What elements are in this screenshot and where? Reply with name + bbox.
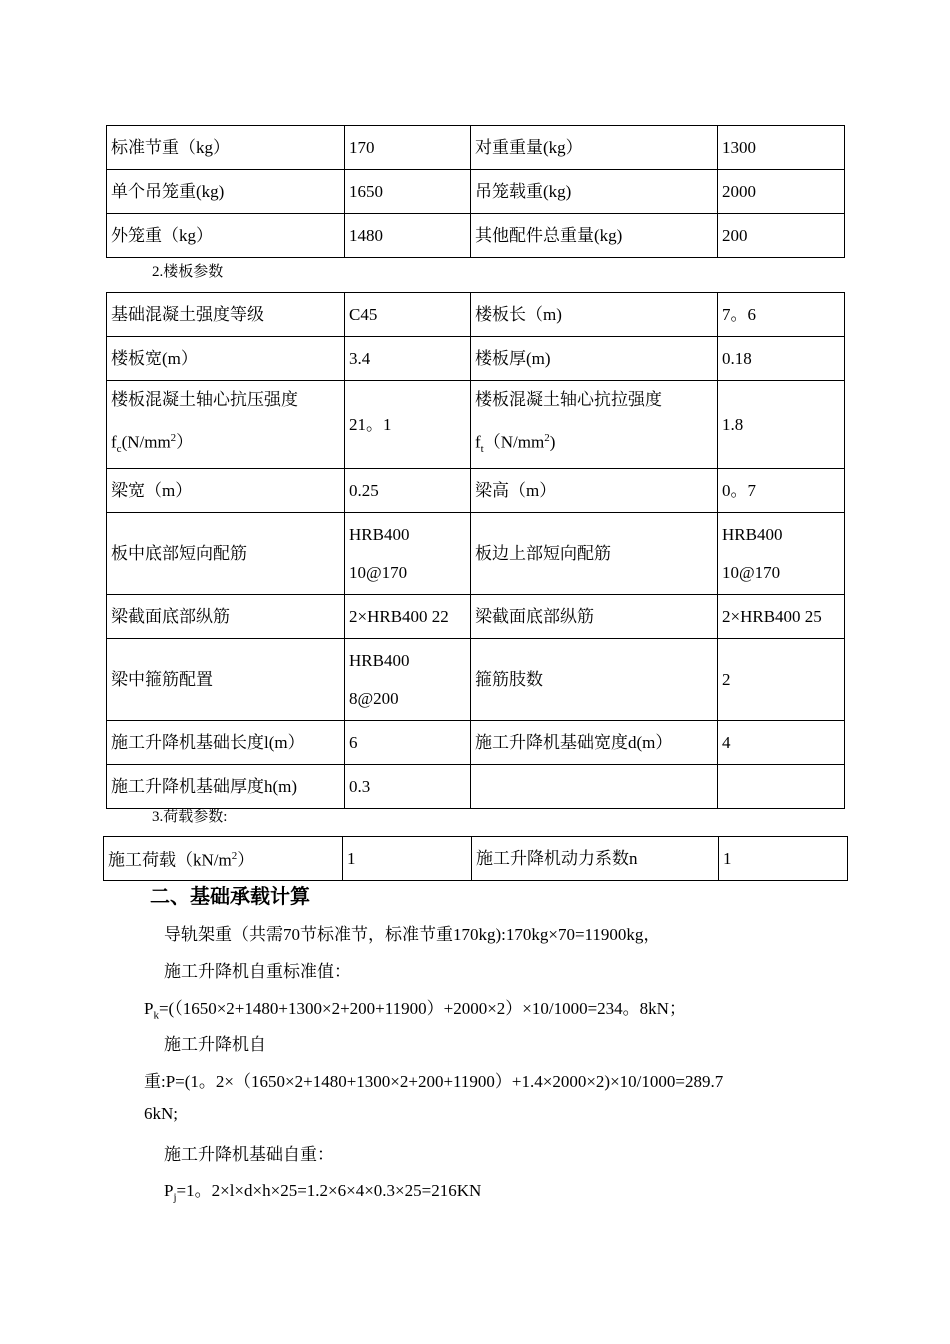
table-cell: 板边上部短向配筋 xyxy=(471,513,718,595)
table-cell: 1 xyxy=(719,837,848,881)
table-cell: 2000 xyxy=(718,170,845,214)
table-cell: 板中底部短向配筋 xyxy=(107,513,345,595)
table-cell: 0。7 xyxy=(718,469,845,513)
bracket: ) xyxy=(549,432,556,452)
table-cell: 21。1 xyxy=(345,381,471,469)
table-cell: 4 xyxy=(718,721,845,765)
table-cell: 吊笼载重(kg) xyxy=(471,170,718,214)
formula-pk xyxy=(144,994,686,1021)
cell-line: 楼板混凝土轴心抗压强度 xyxy=(111,390,298,409)
table-cell: 1 xyxy=(343,837,472,881)
cell-line xyxy=(111,419,340,468)
table-cell: 施工升降机基础厚度h(m) xyxy=(107,765,345,809)
superscript: 2 xyxy=(544,432,550,444)
table-cell: 基础混凝土强度等级 xyxy=(107,293,345,337)
table-cell: 外笼重（kg） xyxy=(107,214,345,258)
label: 施工荷载（kN/m xyxy=(108,850,232,870)
table-row xyxy=(107,381,845,469)
cell-line: 楼板混凝土轴心抗拉强度 xyxy=(475,390,662,409)
table-cell: 0.18 xyxy=(718,337,845,381)
section-caption-load: 3.荷载参数: xyxy=(152,809,228,825)
formula-p: 重:P=(1。2×（1650×2+1480+1300×2+200+11900）+1.4×2000×2)×10/1000=289.7 xyxy=(144,1072,724,1091)
table-cell: 对重重量(kg） xyxy=(471,126,718,170)
paragraph: 导轨架重（共需70节标准节，标准节重170kg):170kg×70=11900kg， xyxy=(164,925,661,944)
table-cell: 施工升降机动力系数n xyxy=(472,837,719,881)
table-row xyxy=(104,837,848,881)
table-cell: 箍筋肢数 xyxy=(471,639,718,721)
table-row xyxy=(107,595,845,639)
table-row xyxy=(107,293,845,337)
paragraph: 施工升降机基础自重： xyxy=(164,1145,334,1164)
cell-line: HRB400 xyxy=(722,524,783,544)
table-cell: 2 xyxy=(718,639,845,721)
table-row xyxy=(107,337,845,381)
symbol: f xyxy=(111,432,117,452)
unit: （N/mm xyxy=(483,432,545,452)
table-row xyxy=(107,469,845,513)
table-row xyxy=(107,170,845,214)
table-cell xyxy=(104,837,343,881)
paragraph: 施工升降机自重标准值： xyxy=(164,962,351,981)
table-cell: 楼板长（m) xyxy=(471,293,718,337)
section-caption-floor: 2.楼板参数 xyxy=(152,264,224,280)
hoist-weight-table xyxy=(106,125,845,258)
section-heading: 二、基础承载计算 xyxy=(150,884,310,908)
table-cell: 梁截面底部纵筋 xyxy=(471,595,718,639)
table-cell xyxy=(345,639,471,721)
bracket: ） xyxy=(237,850,255,870)
table-cell: 单个吊笼重(kg) xyxy=(107,170,345,214)
table-cell: C45 xyxy=(345,293,471,337)
table-cell: 3.4 xyxy=(345,337,471,381)
table-cell: 2×HRB400 25 xyxy=(718,595,845,639)
table-row xyxy=(107,765,845,809)
subscript: k xyxy=(153,1009,159,1022)
table-row xyxy=(107,513,845,595)
symbol: f xyxy=(475,432,481,452)
bracket: ） xyxy=(176,432,194,452)
cell-line: 8@200 xyxy=(349,688,399,708)
symbol: P xyxy=(144,999,154,1018)
table-cell: 标准节重（kg） xyxy=(107,126,345,170)
table-row xyxy=(107,721,845,765)
table-row xyxy=(107,214,845,258)
floor-slab-table xyxy=(106,292,845,809)
subscript: c xyxy=(116,443,122,456)
table-cell: 1300 xyxy=(718,126,845,170)
table-cell: 1480 xyxy=(345,214,471,258)
table-cell: 1650 xyxy=(345,170,471,214)
superscript: 2 xyxy=(231,850,238,863)
subscript: t xyxy=(480,443,484,456)
table-cell: 梁高（m） xyxy=(471,469,718,513)
table-cell: 7。6 xyxy=(718,293,845,337)
table-cell: 170 xyxy=(345,126,471,170)
symbol: P xyxy=(164,1181,174,1200)
table-cell: 200 xyxy=(718,214,845,258)
cell-line: 10@170 xyxy=(722,562,781,582)
cell-line: HRB400 xyxy=(349,524,410,544)
paragraph: 6kN; xyxy=(144,1104,178,1123)
table-row xyxy=(107,639,845,721)
table-cell xyxy=(107,381,345,469)
formula-text: =1。2×l×d×h×25=1.2×6×4×0.3×25=216KN xyxy=(176,1181,482,1200)
cell-line xyxy=(475,419,713,468)
table-row xyxy=(107,126,845,170)
table-cell xyxy=(718,513,845,595)
formula-text: =(（1650×2+1480+1300×2+200+11900）+2000×2）×10/1000=234。8kN； xyxy=(158,999,686,1018)
table-cell: 楼板宽(m） xyxy=(107,337,345,381)
paragraph: 施工升降机自 xyxy=(164,1035,266,1054)
cell-line: 10@170 xyxy=(349,562,408,582)
cell-line: HRB400 xyxy=(349,650,410,670)
table-cell: 其他配件总重量(kg) xyxy=(471,214,718,258)
unit: (N/mm xyxy=(121,432,171,452)
table-cell xyxy=(345,513,471,595)
table-cell: 梁截面底部纵筋 xyxy=(107,595,345,639)
superscript: 2 xyxy=(170,432,177,444)
table-cell xyxy=(471,381,718,469)
table-cell: 施工升降机基础长度l(m） xyxy=(107,721,345,765)
subscript: j xyxy=(173,1191,177,1204)
table-cell: 梁宽（m） xyxy=(107,469,345,513)
table-cell: 6 xyxy=(345,721,471,765)
table-cell: 0.3 xyxy=(345,765,471,809)
table-cell xyxy=(718,765,845,809)
table-cell: 0.25 xyxy=(345,469,471,513)
table-cell: 1.8 xyxy=(718,381,845,469)
load-parameter-table xyxy=(103,836,848,881)
table-cell xyxy=(471,765,718,809)
formula-pj xyxy=(164,1176,481,1203)
table-cell: 2×HRB400 22 xyxy=(345,595,471,639)
table-cell: 梁中箍筋配置 xyxy=(107,639,345,721)
table-cell: 施工升降机基础宽度d(m） xyxy=(471,721,718,765)
table-cell: 楼板厚(m) xyxy=(471,337,718,381)
